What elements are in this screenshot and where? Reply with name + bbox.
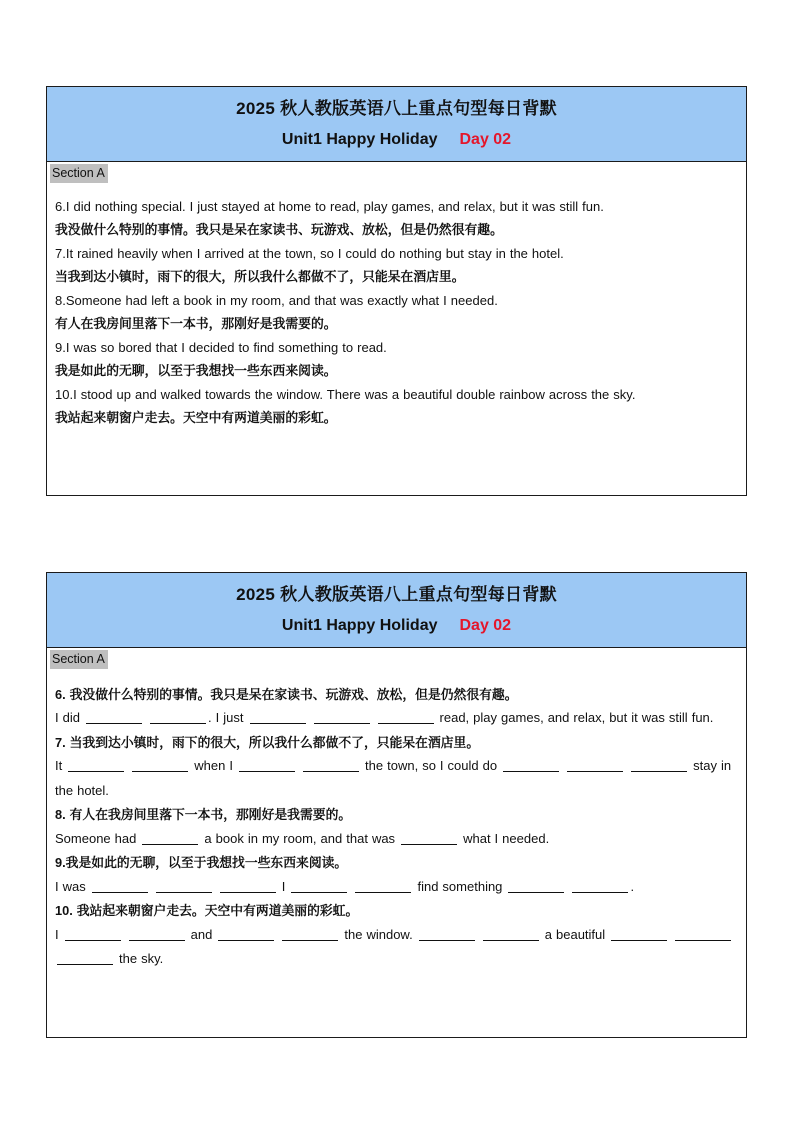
- exercise-item-cn: 10. 我站起来朝窗户走去。天空中有两道美丽的彩虹。: [55, 903, 359, 919]
- answer-blank[interactable]: [303, 759, 359, 772]
- study-item-cn: 当我到达小镇时，雨下的很大，所以我什么都做不了，只能呆在酒店里。: [55, 269, 465, 285]
- answer-blank[interactable]: [142, 831, 198, 844]
- answer-blank[interactable]: [503, 759, 559, 772]
- exercise-item-cn: 9.我是如此的无聊，以至于我想找一些东西来阅读。: [55, 855, 348, 871]
- worksheet-block-exercise: [46, 572, 747, 1038]
- answer-blank[interactable]: [567, 759, 623, 772]
- study-item-cn: 我是如此的无聊，以至于我想找一些东西来阅读。: [55, 363, 337, 379]
- answer-blank[interactable]: [86, 711, 142, 724]
- answer-blank[interactable]: [92, 879, 148, 892]
- answer-blank[interactable]: [419, 927, 475, 940]
- answer-blank[interactable]: [282, 927, 338, 940]
- section-tag-row-study: [47, 162, 746, 183]
- exercise-item-fill[interactable]: Someone had a book in my room, and that was what I needed.: [55, 830, 550, 846]
- study-item-en: 9.I was so bored that I decided to find something to read.: [55, 339, 387, 355]
- exercise-item-fill[interactable]: I was I find something .: [55, 878, 635, 894]
- study-item-en: 7.It rained heavily when I arrived at the town, so I could do nothing but stay in the hotel.: [55, 245, 564, 261]
- study-item-en: 6.I did nothing special. I just stayed at home to read, play games, and relax, but it was still fun.: [55, 198, 604, 214]
- section-tag-row-exercise: [47, 648, 746, 669]
- answer-blank[interactable]: [314, 711, 370, 724]
- answer-blank[interactable]: [675, 927, 731, 940]
- answer-blank[interactable]: [250, 711, 306, 724]
- answer-blank[interactable]: [220, 879, 276, 892]
- answer-blank[interactable]: [129, 927, 185, 940]
- section-a-label: Section A: [50, 164, 108, 183]
- study-item-en: 8.Someone had left a book in my room, and that was exactly what I needed.: [55, 292, 498, 308]
- answer-blank[interactable]: [378, 711, 434, 724]
- answer-blank[interactable]: [631, 759, 687, 772]
- answer-blank[interactable]: [68, 759, 124, 772]
- study-sentence-list: [47, 183, 746, 436]
- answer-blank[interactable]: [239, 759, 295, 772]
- answer-blank[interactable]: [65, 927, 121, 940]
- banner-day-label: Day 02: [459, 616, 512, 634]
- answer-blank[interactable]: [611, 927, 667, 940]
- banner-day-label: Day 02: [459, 130, 512, 148]
- study-item-cn: 有人在我房间里落下一本书，那刚好是我需要的。: [55, 316, 337, 332]
- answer-blank[interactable]: [483, 927, 539, 940]
- banner-title: 2025 秋人教版英语八上重点句型每日背默: [236, 99, 557, 118]
- study-item-cn: 我站起来朝窗户走去。天空中有两道美丽的彩虹。: [55, 410, 337, 426]
- worksheet-block-study: [46, 86, 747, 496]
- answer-blank[interactable]: [150, 711, 206, 724]
- exercise-item-cn: 8. 有人在我房间里落下一本书，那刚好是我需要的。: [55, 807, 352, 823]
- exercise-item-fill[interactable]: I did . I just read, play games, and relax, but it was still fun.: [55, 710, 714, 726]
- answer-blank[interactable]: [132, 759, 188, 772]
- banner-subtitle: [47, 615, 746, 637]
- exercise-item-fill[interactable]: It when I the town, so I could do stay in the hotel.: [55, 758, 732, 798]
- answer-blank[interactable]: [508, 879, 564, 892]
- section-a-label: Section A: [50, 650, 108, 669]
- answer-blank[interactable]: [57, 952, 113, 965]
- answer-blank[interactable]: [291, 879, 347, 892]
- study-item-en: 10.I stood up and walked towards the window. There was a beautiful double rainbow across the sky.: [55, 386, 636, 402]
- exercise-item-cn: 7. 当我到达小镇时，雨下的很大，所以我什么都做不了，只能呆在酒店里。: [55, 734, 480, 750]
- banner-title: 2025 秋人教版英语八上重点句型每日背默: [236, 585, 557, 604]
- banner-subtitle: [47, 129, 746, 151]
- banner-header-exercise: [47, 573, 746, 648]
- banner-unit-label: Unit1 Happy Holiday: [281, 130, 438, 148]
- answer-blank[interactable]: [401, 831, 457, 844]
- answer-blank[interactable]: [572, 879, 628, 892]
- answer-blank[interactable]: [218, 927, 274, 940]
- exercise-item-cn: 6. 我没做什么特别的事情。我只是呆在家读书、玩游戏、放松，但是仍然很有趣。: [55, 686, 518, 702]
- exercise-list: [47, 669, 746, 978]
- answer-blank[interactable]: [156, 879, 212, 892]
- banner-unit-label: Unit1 Happy Holiday: [281, 616, 438, 634]
- study-item-cn: 我没做什么特别的事情。我只是呆在家读书、玩游戏、放松，但是仍然很有趣。: [55, 222, 503, 238]
- answer-blank[interactable]: [355, 879, 411, 892]
- exercise-item-fill[interactable]: I and the window. a beautiful the sky.: [55, 923, 738, 972]
- banner-header-study: [47, 87, 746, 162]
